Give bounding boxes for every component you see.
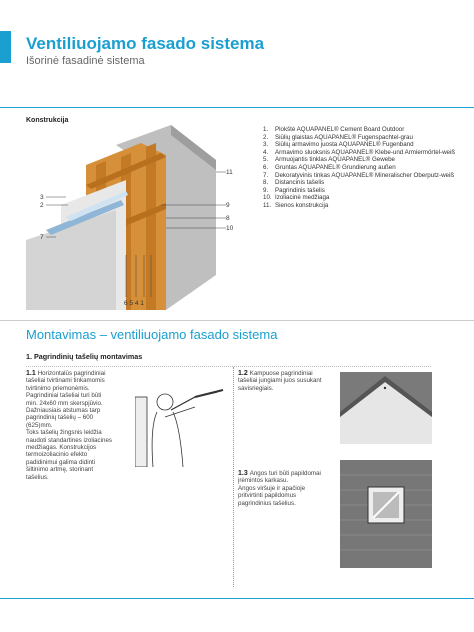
legend-text: Sienos konstrukcija	[275, 201, 329, 209]
diagram-label-11: 11	[226, 169, 233, 176]
legend-item	[263, 187, 463, 195]
page-subtitle: Išorinė fasadinė sistema	[26, 55, 145, 67]
section-1-title: 1. Pagrindinių tašelių montavimas	[26, 352, 143, 361]
legend-text: Siūlių glaistas AQUAPANEL® Fugenspachtel-grau	[275, 133, 413, 141]
legend-number: 10.	[263, 194, 272, 202]
legend-number: 2.	[263, 133, 269, 141]
legend-item	[263, 179, 463, 187]
installation-heading: Montavimas – ventiliuojamo fasado sistema	[26, 327, 278, 342]
step-line: savisriegiais.	[238, 384, 274, 392]
legend-number: 3.	[263, 141, 269, 149]
header-divider	[0, 107, 474, 108]
section-1-rule	[26, 366, 431, 367]
step-line: pritvirtinti papildomus	[238, 492, 297, 500]
legend-item	[263, 149, 463, 157]
step-line: tašeliai jungiami juos susukant	[238, 377, 322, 385]
diagram-label-8: 8	[226, 215, 230, 222]
step-line: Angos viršuje ir apačioje	[238, 484, 306, 492]
diagram-label-bottom: 6 5 4 1	[124, 300, 144, 307]
legend-item	[263, 202, 463, 210]
step-line: tašeliai tvirtinami tinkamomis	[26, 377, 105, 385]
diagram-label-9: 9	[226, 202, 230, 209]
legend-item	[263, 141, 463, 149]
legend-number: 7.	[263, 171, 269, 179]
column-divider	[233, 367, 235, 587]
step-number: 1.1	[26, 370, 38, 377]
step-line: Dažniausiais atstumas tarp	[26, 407, 101, 415]
construction-diagram	[26, 125, 256, 310]
legend-number: 8.	[263, 179, 269, 187]
step-number: 1.3	[238, 470, 250, 477]
legend-text: Plokštė AQUAPANEL® Cement Board Outdoor	[275, 126, 405, 133]
step-line: Angos turi būti papildomai	[249, 470, 321, 477]
step-line: šiltinimo artmę, storinant	[26, 466, 94, 474]
legend-item	[263, 172, 463, 180]
step-line: (625)mm.	[26, 421, 53, 429]
step-line: Pagrindiniai tašeliai turi būti	[26, 392, 102, 400]
legend-number: 6.	[263, 163, 269, 171]
step-line: įrėmintos karkasu.	[238, 477, 289, 485]
legend-item	[263, 134, 463, 142]
diagram-label-2: 2	[40, 202, 44, 209]
step-line: Horizontalūs pagrindiniai	[37, 370, 106, 377]
legend-text: Gruntas AQUAPANEL® Grundierung außen	[275, 163, 396, 171]
section-divider	[0, 320, 474, 321]
step-number: 1.2	[238, 370, 250, 377]
worker-illustration	[135, 372, 225, 467]
step-line: pagrindinių tašelių – 600	[26, 414, 94, 422]
legend-text: Armuojantis tinklas AQUAPANEL® Gewebe	[275, 156, 395, 164]
step-line: naudoti standartines izoliacines	[26, 436, 112, 444]
legend-text: Dekoratyvinis tinkas AQUAPANEL® Mineralischer Oberputz-weiß	[275, 171, 455, 179]
legend-text: Siūlių armavimo juosta AQUAPANEL® Fugenband	[275, 141, 414, 149]
legend-number: 5.	[263, 156, 269, 164]
step-line: medžiagas. Konstrukcijos	[26, 444, 97, 452]
legend-item	[263, 156, 463, 164]
step-line: tvirtinimo priemonėmis.	[26, 384, 90, 392]
step-line: Toks tašelių žingsnis leidžia	[26, 429, 102, 437]
legend-item	[263, 164, 463, 172]
step-1-1-text	[26, 370, 131, 481]
title-accent-bar	[0, 31, 11, 63]
step-1-3-text	[238, 470, 333, 507]
step-line: padidinimui galima didinti	[26, 458, 96, 466]
page-title: Ventiliuojamo fasado sistema	[26, 34, 265, 53]
diagram-label-3: 3	[40, 194, 44, 201]
step-line: pagrindinius tašelius.	[238, 499, 296, 507]
legend-number: 11.	[263, 201, 272, 209]
footer-divider	[0, 598, 474, 599]
legend-text: Distancinis tašelis	[275, 179, 325, 187]
legend-number: 9.	[263, 186, 269, 194]
legend-item	[263, 194, 463, 202]
legend-item	[263, 126, 463, 134]
corner-batten-illustration	[340, 372, 432, 444]
step-line: min. 24x60 mm skerspjūvio.	[26, 399, 103, 407]
diagram-label-10: 10	[226, 225, 234, 232]
construction-legend	[263, 126, 463, 210]
window-opening-illustration	[340, 460, 432, 568]
step-line: Kampuose pagrindiniai	[249, 370, 313, 377]
legend-number: 4.	[263, 148, 269, 156]
step-line: tašelius.	[26, 473, 49, 481]
legend-text: Izoliacinė medžiaga	[275, 194, 330, 202]
legend-text: Armavimo sluoksnis AQUAPANEL® Klebe-und Armiermörtel-weiß	[275, 148, 456, 156]
step-line: termoizoliacinio efekto	[26, 451, 88, 459]
legend-number: 1.	[263, 126, 269, 133]
diagram-label-7: 7	[40, 234, 44, 241]
construction-heading: Konstrukcija	[26, 117, 69, 124]
step-1-2-text	[238, 370, 333, 392]
legend-text: Pagrindinis tašelis	[275, 186, 325, 194]
